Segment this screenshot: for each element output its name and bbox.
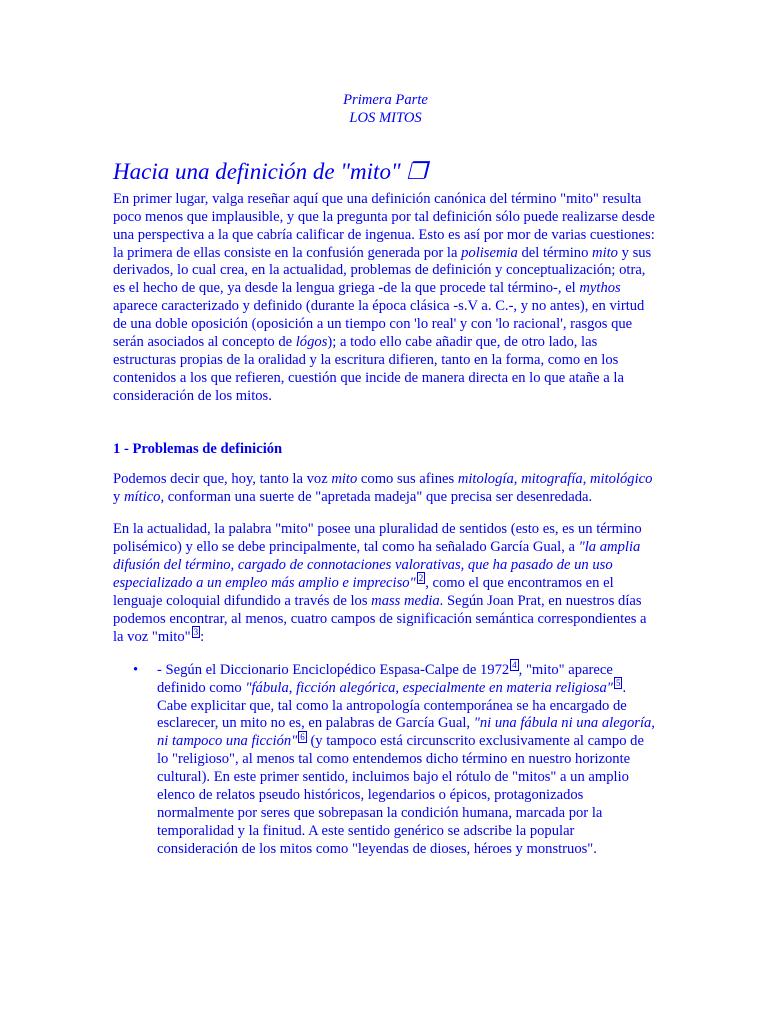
part-header [113,92,658,128]
footnote-link-4[interactable]: 4 [512,659,517,670]
meanings-list [113,659,658,859]
part-section-label: LOS MITOS [349,109,422,126]
footnote-link-6[interactable]: 6 [300,731,305,742]
footnote-link-3[interactable]: 3 [193,626,199,637]
document-page [113,92,658,859]
page-title: Hacia una definición de "mito" ❐ [113,158,427,184]
footnote-link-2[interactable]: 2 [418,573,424,584]
intro-paragraph: En primer lugar, valga reseñar aquí que una definición canónica del término "mito" resulta poco menos que implausible, y que la pregunta por tal definición sólo puede realizarse desde una perspectiva a la que cabría calificar de ingenua. Esto es así por mor de varias cuestiones: la primera de ellas consiste en la confusión generada por la polisemia del término mito y sus derivados, lo cual crea, en la actualidad, problemas de definición y conceptualización; otra, es el hecho de que, ya desde la lengua griega -de la que procede tal término-, el mythos aparece caracterizado y definido (durante la época clásica -s.V a. C.-, y no antes), en virtud de una doble oposición (oposición a un tiempo con 'lo real' y con 'lo racional', rasgos que serán asociados al concepto de lógos); a todo ello cabe añadir que, de otro lado, las estructuras propias de la oralidad y la escritura difieren, tanto en la forma, como en los contenidos a los que refieren, cuestión que incide de manera directa en lo que atañe a la consideración de los mitos. [113,190,655,404]
part-label: Primera Parte [343,92,428,108]
section-heading: 1 - Problemas de definición [113,440,283,457]
paragraph-polisemia: En la actualidad, la palabra "mito" posee una pluralidad de sentidos (esto es, es un término polisémico) y ello se debe principalmente, tal como ha señalado García Gual, a "la amplia difusión del término, cargado de connotaciones valorativas, que ha pasado de un uso especializado a un empleo más amplio e impreciso" $^2$ , como el que encontramos en el lenguaje coloquial difundido a través de los mass media. Según Joan Prat, en nuestros días podemos encontrar, al menos, cuatro campos de significación semántica correspondientes a la voz "mito" $^3$ : [113,521,647,645]
footnote-link-5[interactable]: 5 [615,677,621,688]
list-item: • - Según el Diccionario Enciclopédico Espasa-Calpe de 1972 $^4$ , "mito" aparece definido como "fábula, ficción alegórica, especialmente en materia religiosa" $^5$ . Cabe explicitar que, tal como la antropología contemporánea se ha encargado de esclarecer, un mito no es, en palabras de García Gual, "ni una fábula ni una alegoría, ni tampoco una ficción" $^6$ (y tampoco está circunscrito exclusivamente al campo de lo "religioso", al menos tal como entendemos dicho término en nuestro horizonte cultural). En este primer sentido, incluimos bajo el rótulo de "mitos" a un amplio elenco de relatos pseudo históricos, legendarios o épicos, protagonizados normalmente por seres que sobrepasan la condición humana, marcada por la temporalidad y la finitud. A este sentido genérico se adscribe la popular consideración de los mitos como "leyendas de dioses, héroes y monstruos". [133,659,655,857]
bullet-icon: • [133,661,139,678]
paragraph-afines: Podemos decir que, hoy, tanto la voz mito como sus afines mitología, mitografía, mitológico y mítico, conforman una suerte de "apretada madeja" que precisa ser desenredada. [113,470,653,505]
